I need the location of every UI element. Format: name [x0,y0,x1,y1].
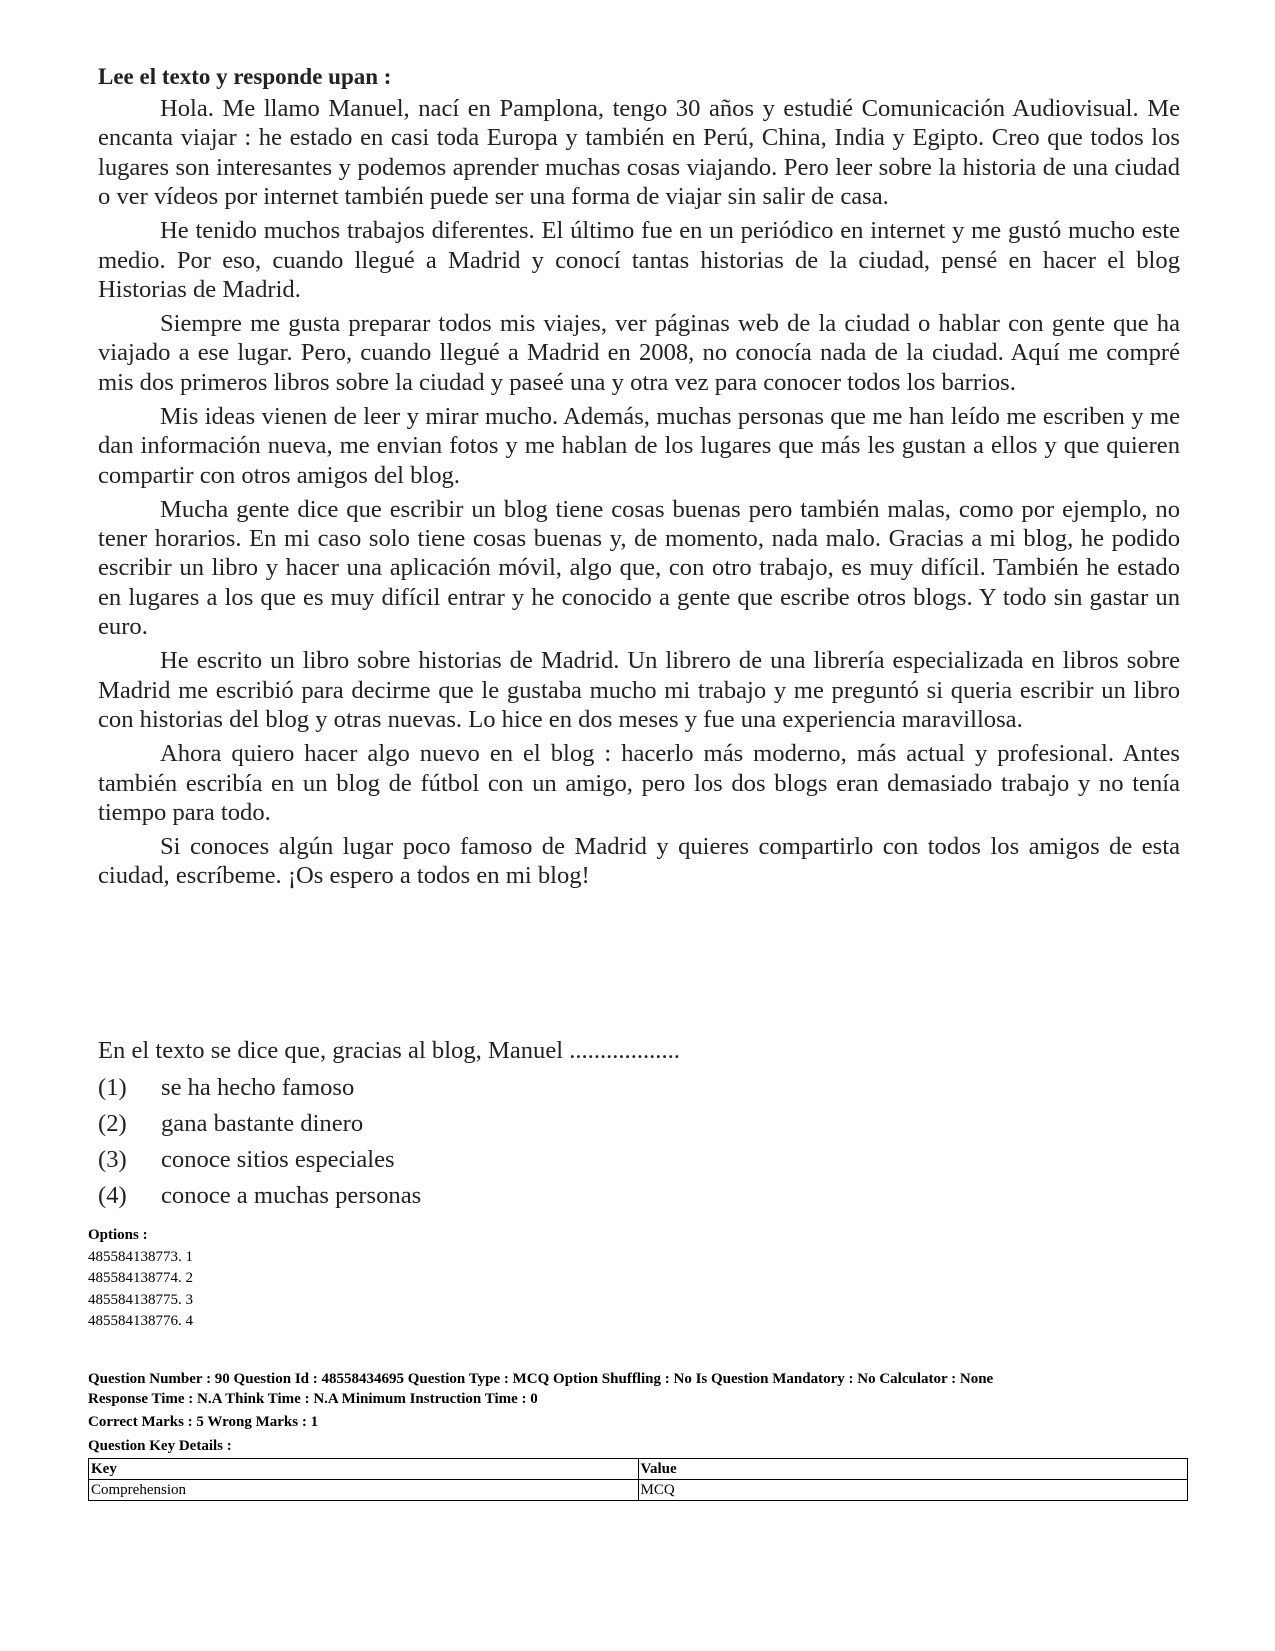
passage-paragraph: Mucha gente dice que escribir un blog tiene cosas buenas pero también malas, como por ejemplo, no tener horarios. En mi caso solo tiene cosas buenas y, de momento, nada malo. Gracias a mi blog, he podido escribir un libro y hacer una aplicación móvil, algo que, con otro trabajo, es muy difícil. También he estado en lugares a los que es muy difícil entrar y he conocido a gente que escribe otros blogs. Y todo sin gastar un euro. [98,495,1180,641]
option-id: 485584138773. 1 [88,1248,193,1265]
passage-paragraph: Si conoces algún lugar poco famoso de Madrid y quieres compartirlo con todos los amigos de esta ciudad, escríbeme. ¡Os espero a todos en mi blog! [98,832,1180,890]
answer-choice [98,1178,1180,1214]
passage-paragraph: Siempre me gusta preparar todos mis viajes, ver páginas web de la ciudad o hablar con gente que ha viajado a ese lugar. Pero, cuando llegué a Madrid en 2008, no conocía nada de la ciudad. Aquí me compré mis dos primeros libros sobre la ciudad y paseé una y otra vez para conocer todos los barrios. [98,310,1180,396]
choice-text: conoce sitios especiales [161,1146,395,1173]
choice-text: gana bastante dinero [161,1110,364,1137]
table-cell: Comprehension [89,1480,639,1501]
passage-paragraph: He escrito un libro sobre historias de Madrid. Un librero de una librería especializada en libros sobre Madrid me escribió para decirme que le gustaba mucho mi trabajo y me preguntó si queria escribir un libro con historias del blog y otras nuevas. Lo hice en dos meses y fue una experiencia maravillosa. [98,647,1180,734]
key-details-label: Question Key Details : [88,1437,232,1454]
question-info-line: Question Number : 90 Question Id : 48558434695 Question Type : MCQ Option Shuffling : No Is Question Mandatory : No Calculator : None [88,1371,994,1387]
reading-passage [98,62,1180,895]
options-label: Options : [88,1227,148,1243]
answer-choice [98,1106,1180,1142]
question-metadata [88,1370,1188,1456]
choice-number: (4) [98,1182,127,1209]
table-cell: MCQ [638,1480,1188,1501]
choice-text: conoce a muchas personas [161,1182,422,1209]
choice-number: (1) [98,1074,127,1101]
marks-line: Correct Marks : 5 Wrong Marks : 1 [88,1414,319,1430]
table-row [89,1480,1188,1501]
passage-paragraph: Mis ideas vienen de leer y mirar mucho. Además, muchas personas que me han leído me escriben y me dan información nueva, me envian fotos y me hablan de los lugares que más les gustan a ellos y que quieren compartir con otros amigos del blog. [98,402,1180,489]
passage-paragraph: Ahora quiero hacer algo nuevo en el blog : hacerlo más moderno, más actual y profesional. Antes también escribía en un blog de fútbol con un amigo, pero los dos blogs eran demasiado trabajo y no tenía tiempo para todo. [98,740,1180,826]
option-id: 485584138774. 2 [88,1270,193,1287]
key-details-table [88,1458,1188,1501]
answer-choice [98,1070,1180,1106]
choice-number: (2) [98,1110,127,1137]
table-header-cell: Key [89,1459,639,1480]
option-id: 485584138775. 3 [88,1291,193,1308]
options-list [88,1225,193,1333]
choice-text: se ha hecho famoso [161,1074,355,1101]
question-stem: En el texto se dice que, gracias al blog, Manuel .................. [98,1037,680,1064]
question-block [98,1036,1180,1214]
option-id: 485584138776. 4 [88,1313,193,1330]
choice-number: (3) [98,1146,127,1173]
timing-info-line: Response Time : N.A Think Time : N.A Minimum Instruction Time : 0 [88,1390,538,1407]
table-header-row [89,1459,1188,1480]
passage-paragraph: He tenido muchos trabajos diferentes. El último fue en un periódico en internet y me gustó mucho este medio. Por eso, cuando llegué a Madrid y conocí tantas historias de la ciudad, pensé en hacer el blog Historias de Madrid. [98,217,1180,304]
table-header-cell: Value [638,1459,1188,1480]
passage-paragraph: Hola. Me llamo Manuel, nací en Pamplona, tengo 30 años y estudié Comunicación Audiovisual. Me encanta viajar : he estado en casi toda Europa y también en Perú, China, India y Egipto. Creo que todos los lugares son interesantes y podemos aprender muchas cosas viajando. Pero leer sobre la historia de una ciudad o ver vídeos por internet también puede ser una forma de viajar sin salir de casa. [98,95,1180,211]
passage-heading: Lee el texto y responde upan : [98,64,392,89]
answer-choice [98,1142,1180,1178]
